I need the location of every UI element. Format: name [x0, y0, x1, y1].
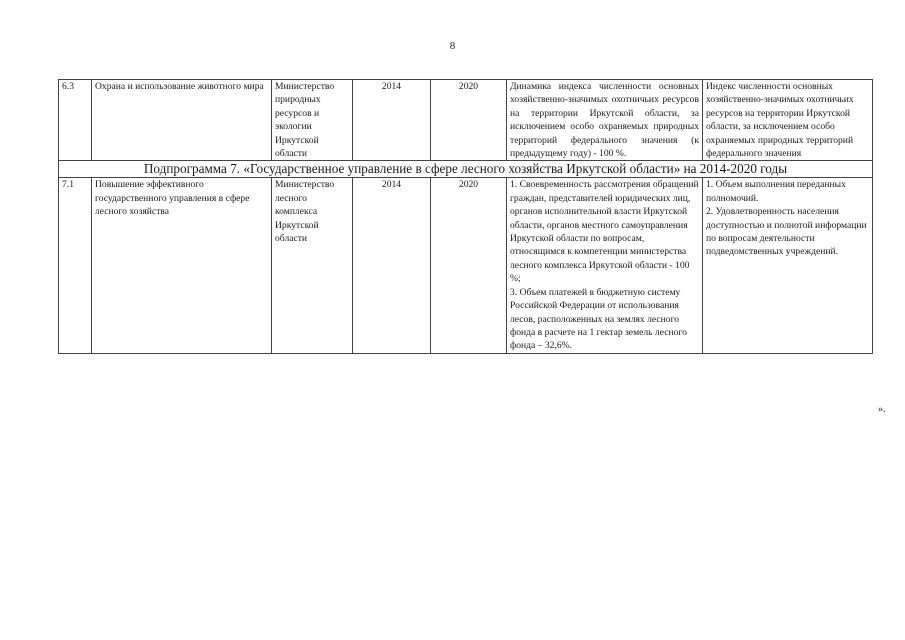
program-table	[58, 79, 873, 354]
indicators: 1. Объем выполнения переданных полномочий. 2. Удовлетворенность населения доступностью и полнотой информации по вопросам деятельности подведомственных учреждений.	[703, 178, 873, 353]
row-number: 6.3	[59, 80, 92, 161]
end-year: 2020	[431, 80, 507, 161]
subprogram-row	[59, 161, 873, 178]
executor: Министерство природных ресурсов и экологии Иркутской области	[272, 80, 353, 161]
expected-result: Динамика индекса численности основных хозяйственно-значимых охотничьих ресурсов на территории Иркутской области, за исключением особо охраняемых природных территорий федерального значения (к предыдущему году) - 100 %.	[507, 80, 703, 161]
subprogram-heading: Подпрограмма 7. «Государственное управление в сфере лесного хозяйства Иркутской области» на 2014-2020 годы	[59, 161, 873, 178]
expected-result: 1. Своевременность рассмотрения обращений граждан, представителей юридических лиц, органов исполнительной власти Иркутской области, органов местного самоуправления Иркутской области по вопросам, относящимся к компетенции министерства лесного комплекса Иркутской области - 100 %; 3. Объем платежей в бюджетную систему Российской Федерации от использования лесов, расположенных на землях лесного фонда в расчете на 1 гектар земель лесного фонда – 32,6%.	[507, 178, 703, 353]
end-year: 2020	[431, 178, 507, 353]
start-year: 2014	[353, 80, 431, 161]
closing-quote-mark: ».	[878, 404, 886, 415]
measure-name: Охрана и использование животного мира	[92, 80, 272, 161]
measure-name: Повышение эффективного государственного управления в сфере лесного хозяйства	[92, 178, 272, 353]
indicators: Индекс численности основных хозяйственно-значимых охотничьих ресурсов на территории Иркутской области, за исключением особо охраняемых природных территорий федерального значения	[703, 80, 873, 161]
row-number: 7.1	[59, 178, 92, 353]
page-number: 8	[449, 40, 456, 52]
table-row-6-3	[59, 80, 873, 161]
start-year: 2014	[353, 178, 431, 353]
executor: Министерство лесного комплекса Иркутской области	[272, 178, 353, 353]
table-row-7-1	[59, 178, 873, 353]
